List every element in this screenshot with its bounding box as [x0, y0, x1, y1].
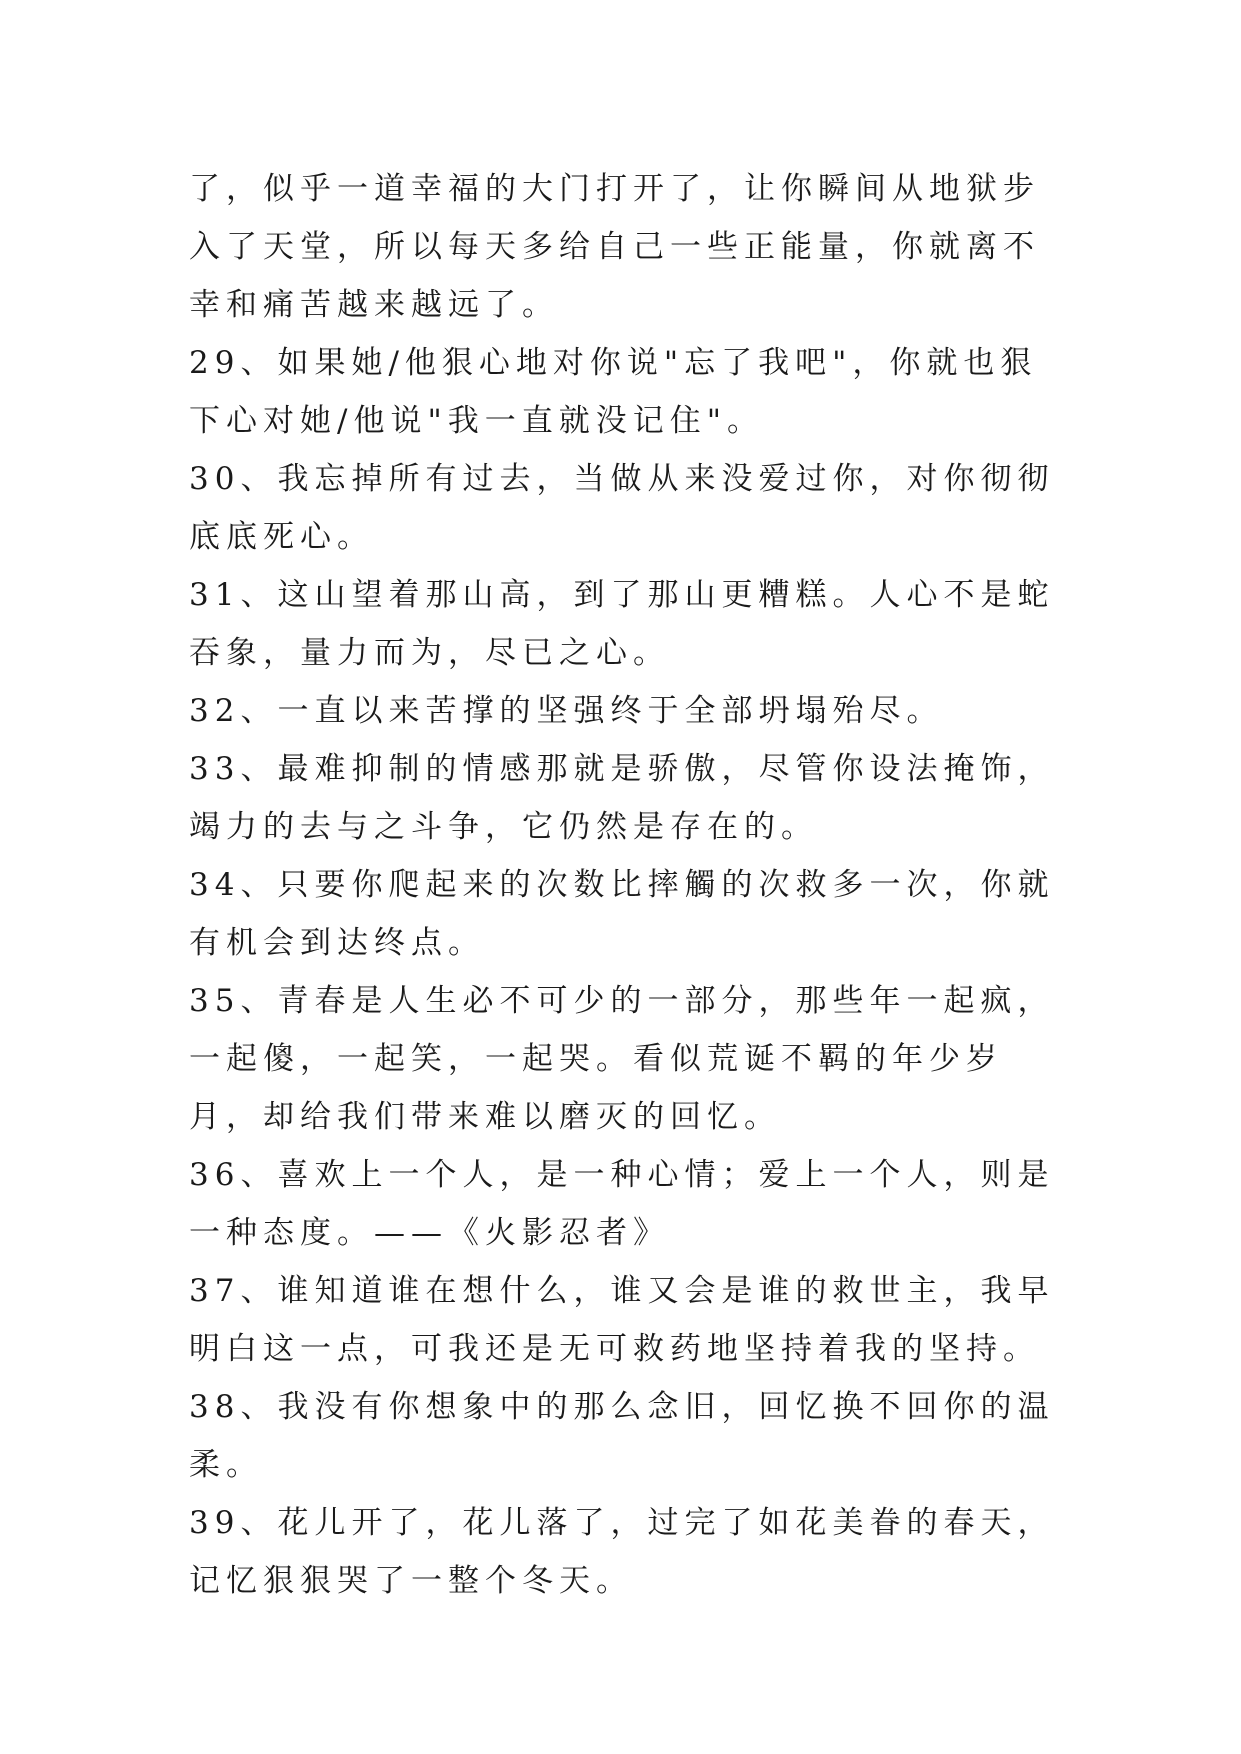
paragraph-34: 34、只要你爬起来的次数比摔觸的次救多一次，你就有机会到达终点。: [189, 867, 1055, 961]
paragraph-36: 36、喜欢上一个人，是一种心情；爱上一个人，则是一种态度。——《火影忍者》: [189, 1157, 1055, 1251]
paragraph-29: 29、如果她/他狠心地对你说"忘了我吧"，你就也狠下心对她/他说"我一直就没记住"。: [189, 345, 1038, 439]
paragraph-38: 38、我没有你想象中的那么念旧，回忆换不回你的温柔。: [189, 1389, 1055, 1483]
paragraph-37: 37、谁知道谁在想什么，谁又会是谁的救世主，我早明白这一点，可我还是无可救药地坚持着我的坚持。: [189, 1273, 1055, 1367]
paragraph-33: 33、最难抑制的情感那就是骄傲，尽管你设法掩饰，竭力的去与之斗争，它仍然是存在的。: [189, 751, 1055, 845]
paragraph-39: 39、花儿开了，花儿落了，过完了如花美眷的春天，记忆狠狠哭了一整个冬天。: [189, 1505, 1055, 1599]
paragraph-30: 30、我忘掉所有过去，当做从来没爱过你，对你彻彻底底死心。: [189, 461, 1055, 555]
paragraph-35: 35、青春是人生必不可少的一部分，那些年一起疯，一起傻，一起笑，一起哭。看似荒诞不羁的年少岁月，却给我们带来难以磨灭的回忆。: [189, 983, 1055, 1135]
paragraph-continuation: 了，似乎一道幸福的大门打开了，让你瞬间从地狱步入了天堂，所以每天多给自己一些正能量，你就离不幸和痛苦越来越远了。: [189, 171, 1040, 323]
paragraph-32: 32、一直以来苦撑的坚强终于全部坍塌殆尽。: [189, 693, 944, 729]
document-body: [189, 160, 1069, 1610]
paragraph-31: 31、这山望着那山高，到了那山更糟糕。人心不是蛇吞象，量力而为，尽已之心。: [189, 577, 1055, 671]
